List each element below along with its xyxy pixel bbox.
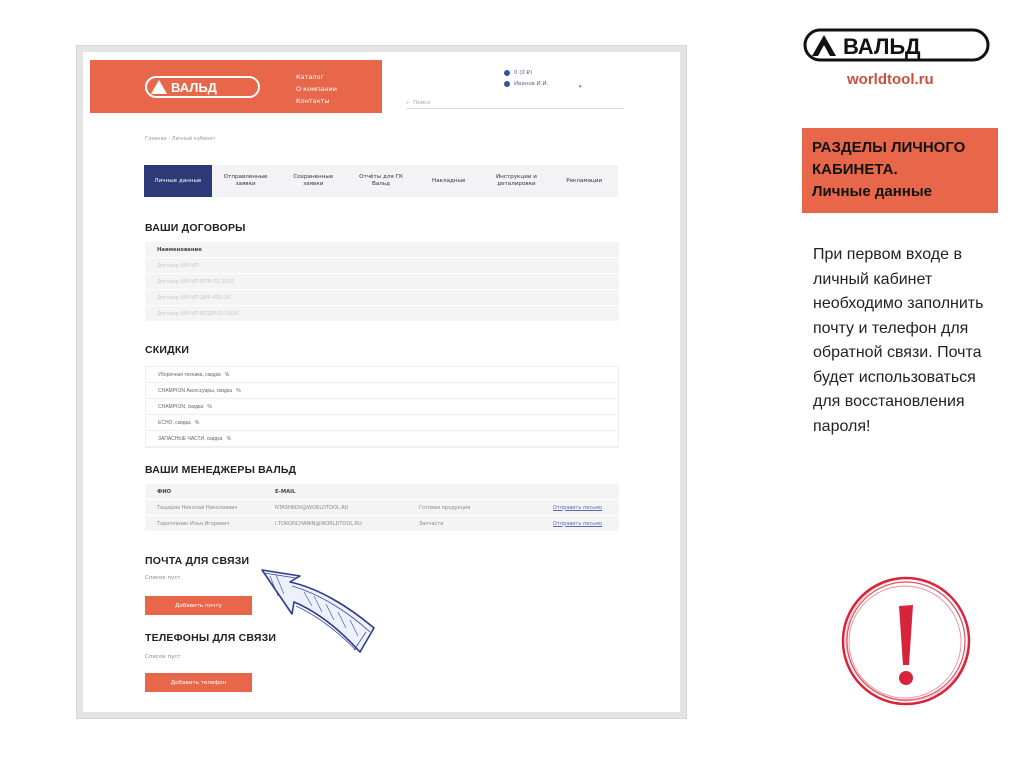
table-row: Договор КЮ-ИП ВПДМ-01-2020 — [145, 306, 619, 322]
hand-drawn-arrow-icon — [256, 566, 386, 666]
search-placeholder: Поиск — [413, 100, 431, 106]
tab-reports[interactable]: Отчёты для ГК Вальд — [359, 174, 403, 187]
contracts-table — [145, 242, 619, 322]
svg-text:ВАЛЬД: ВАЛЬД — [843, 34, 921, 59]
site-nav — [296, 71, 337, 107]
table-header: Наименование — [145, 242, 619, 258]
tab-saved-requests[interactable]: Сохраненные заявки — [293, 174, 334, 187]
email-empty: Список пуст — [145, 575, 181, 581]
search-input[interactable] — [406, 98, 624, 109]
table-row: ECHO, скидка % — [146, 415, 618, 431]
table-row: CHAMPION Аксессуары, скидка % — [146, 383, 618, 399]
exclamation-circle-icon — [838, 573, 974, 709]
chevron-down-icon[interactable]: ▾ — [579, 84, 582, 90]
phones-title: ТЕЛЕФОНЫ ДЛЯ СВЯЗИ — [145, 632, 277, 644]
table-row: Торопчанин Илья Игоревич I.TOKONCHANIN@WORLDTOOL.RU Запчасти Отправить письмо — [145, 516, 619, 532]
table-row: Договор КЮ-ИП — [145, 258, 619, 274]
user-icon — [504, 81, 510, 87]
email-title: ПОЧТА ДЛЯ СВЯЗИ — [145, 555, 250, 567]
site-header-right — [382, 60, 673, 113]
site-logo-icon[interactable] — [145, 75, 260, 99]
table-row: Договор КЮ-ИП ДКР-400-20 — [145, 290, 619, 306]
send-email-link[interactable]: Отправить письмо — [553, 504, 603, 511]
discounts-title: СКИДКИ — [145, 344, 190, 356]
callout-subheading: Личные данные — [812, 183, 932, 200]
callout-heading: РАЗДЕЛЫ ЛИЧНОГО КАБИНЕТА. — [812, 139, 966, 178]
contracts-title: ВАШИ ДОГОВОРЫ — [145, 222, 246, 234]
user-line[interactable] — [504, 81, 548, 87]
balance-value: 0 (0 ₽) — [514, 70, 533, 76]
site-header — [90, 60, 673, 113]
tab-instructions[interactable]: Инструкции и деталировки — [495, 174, 537, 187]
nav-about[interactable]: О компании — [296, 85, 337, 93]
table-row: Договор КЮ-ИП ВПМ-01-2020 — [145, 274, 619, 290]
discounts-table — [145, 366, 619, 448]
site-url[interactable]: worldtool.ru — [847, 71, 934, 88]
managers-table — [145, 484, 619, 532]
user-name: Иванов И.И. — [514, 81, 549, 87]
table-row: ЗАПАСНЫЕ ЧАСТИ, скидка % — [146, 431, 618, 447]
section-callout — [802, 128, 998, 213]
balance-line[interactable] — [504, 70, 532, 76]
send-email-link[interactable]: Отправить письмо — [553, 520, 603, 527]
tab-claims[interactable]: Рекламации — [566, 177, 603, 184]
instruction-text: При первом входе в личный кабинет необходимо заполнить почту и телефон для обратной связи. Почта будет использоваться для восстановления пароля! — [813, 246, 984, 435]
managers-title: ВАШИ МЕНЕДЖЕРЫ ВАЛЬД — [145, 464, 297, 476]
table-header: ФИО E-MAIL — [145, 484, 619, 500]
tab-invoices[interactable]: Накладные — [432, 177, 466, 184]
breadcrumb[interactable]: Главная › Личный кабинет — [145, 136, 216, 142]
table-row: Тащеров Николай Николаевич NTASHKOV@WORLDTOOL.RU Готовая продукция Отправить письмо — [145, 500, 619, 516]
add-email-button[interactable]: Добавить почту — [145, 596, 252, 615]
table-row: Уборочная техника, скидка % — [146, 367, 618, 383]
phones-empty: Список пуст — [145, 654, 181, 660]
table-row: CHAMPION, скидка % — [146, 399, 618, 415]
brand-logo-icon — [803, 27, 990, 63]
nav-contacts[interactable]: Контакты — [296, 97, 330, 105]
nav-catalog[interactable]: Каталог — [296, 73, 324, 81]
search-icon: ⌕ — [406, 99, 410, 106]
wallet-icon — [504, 70, 510, 76]
svg-text:ВАЛЬД: ВАЛЬД — [171, 80, 217, 95]
site-header-brand — [90, 60, 382, 113]
cabinet-tabs — [144, 165, 618, 197]
tab-sent-requests[interactable]: Отправленные заявки — [223, 174, 268, 187]
tab-personal-data[interactable]: Личные данные — [144, 165, 212, 197]
add-phone-button[interactable]: Добавить телефон — [145, 673, 252, 692]
